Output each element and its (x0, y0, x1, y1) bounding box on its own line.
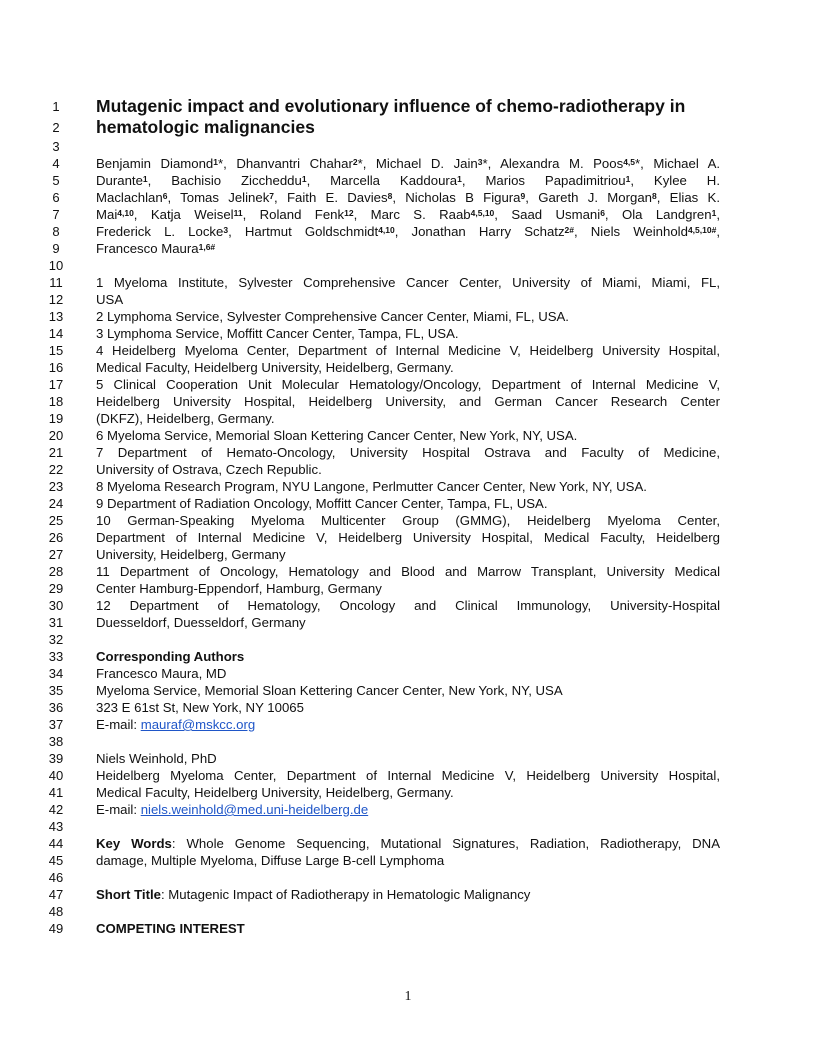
line-text: 9 Department of Radiation Oncology, Moffitt Cancer Center, Tampa, FL, USA. (96, 496, 548, 511)
line-text: Maclachlan$^6$, Tomas Jelinek$^7$, Faith E. Davies$^8$, Nicholas B Figura$^9$, Gareth J. Morgan$^8$, Elias K. (96, 190, 720, 205)
affiliation-superscript: 9 (520, 191, 526, 201)
text-line (0, 563, 816, 580)
line-text: Mai$^{4,10}$, Katja Weisel$^{11}$, Roland Fenk$^{12}$, Marc S. Raab$^{4,5,10}$, Saad Usmani$^6$, Ola Landgren$^1$, (96, 207, 720, 222)
line-text: E-mail: niels.weinhold@med.uni-heidelberg.de (96, 802, 369, 817)
line-number: 44 (48, 836, 64, 851)
text-line (0, 308, 816, 325)
line-number: 26 (48, 530, 64, 545)
affiliation-superscript: 1 (711, 208, 717, 218)
text-line (0, 801, 816, 818)
text-line (0, 903, 816, 920)
text-line (0, 393, 816, 410)
line-number: 29 (48, 581, 64, 596)
line-text: Key Words: Whole Genome Sequencing, Mutational Signatures, Radiation, Radiotherapy, DNA (96, 836, 720, 851)
line-text: Durante$^1$, Bachisio Ziccheddu$^1$, Marcella Kaddoura$^1$, Marios Papadimitriou$^1$, Kylee H. (96, 173, 720, 188)
line-number: 48 (48, 904, 64, 919)
line-text: 2 Lymphoma Service, Sylvester Comprehensive Cancer Center, Miami, FL, USA. (96, 309, 569, 324)
line-text: Francesco Maura, MD (96, 666, 227, 681)
bold-label: Key Words (96, 836, 172, 851)
text-line (0, 716, 816, 733)
line-number: 3 (52, 139, 60, 154)
text-line (0, 597, 816, 614)
line-number: 42 (48, 802, 64, 817)
line-number: 5 (52, 173, 60, 188)
text-line (0, 529, 816, 546)
line-text: 323 E 61st St, New York, NY 10065 (96, 700, 304, 715)
affiliation-superscript: 4,5 (623, 157, 636, 167)
line-text: Center Hamburg-Eppendorf, Hamburg, Germany (96, 581, 382, 596)
line-text: 4 Heidelberg Myeloma Center, Department of Internal Medicine V, Heidelberg University Hospital, (96, 343, 720, 358)
text-line (0, 631, 816, 648)
line-number: 17 (48, 377, 64, 392)
line-number: 11 (49, 275, 63, 290)
text-line (0, 699, 816, 716)
affiliation-superscript: 3 (223, 225, 229, 235)
line-text: Heidelberg Myeloma Center, Department of Internal Medicine V, Heidelberg University Hospital, (96, 768, 720, 783)
line-text: Benjamin Diamond$^1$*, Dhanvantri Chahar$^2$*, Michael D. Jain$^3$*, Alexandra M. Poos$^{4,5}$*, Michael A. (96, 156, 720, 171)
line-text: Duesseldorf, Duesseldorf, Germany (96, 615, 306, 630)
line-text: 10 German-Speaking Myeloma Multicenter Group (GMMG), Heidelberg Myeloma Center, (96, 513, 720, 528)
email-link[interactable]: niels.weinhold@med.uni-heidelberg.de (140, 802, 369, 817)
text-line (0, 206, 816, 223)
text-line (0, 117, 816, 138)
text-line (0, 682, 816, 699)
line-text: 12 Department of Hematology, Oncology and Clinical Immunology, University-Hospital (96, 598, 720, 613)
line-numbered-body (0, 96, 816, 937)
text-line (0, 257, 816, 274)
text-line (0, 580, 816, 597)
line-text: Heidelberg University Hospital, Heidelberg University, and German Cancer Research Center (96, 394, 720, 409)
affiliation-superscript: 8 (387, 191, 393, 201)
affiliation-superscript: 2# (564, 225, 575, 235)
line-number: 13 (48, 309, 64, 324)
line-number: 19 (48, 411, 64, 426)
line-number: 46 (48, 870, 64, 885)
line-number: 14 (48, 326, 64, 341)
affiliation-superscript: 3 (477, 157, 483, 167)
text-line (0, 342, 816, 359)
affiliation-superscript: 4,5,10 (470, 208, 495, 218)
line-text: Short Title: Mutagenic Impact of Radiotherapy in Hematologic Malignancy (96, 887, 531, 902)
line-number: 39 (48, 751, 64, 766)
line-number: 41 (48, 785, 64, 800)
affiliation-superscript: 1 (142, 174, 148, 184)
text-line (0, 359, 816, 376)
line-text: University of Ostrava, Czech Republic. (96, 462, 322, 477)
line-text: 7 Department of Hemato-Oncology, University Hospital Ostrava and Faculty of Medicine, (96, 445, 720, 460)
line-number: 18 (48, 394, 64, 409)
line-number: 33 (48, 649, 64, 664)
line-number: 15 (48, 343, 64, 358)
line-number: 2 (52, 120, 60, 135)
affiliation-superscript: 4,10 (117, 208, 134, 218)
line-number: 24 (48, 496, 64, 511)
text-line (0, 495, 816, 512)
text-line (0, 410, 816, 427)
text-line (0, 920, 816, 937)
line-text: 5 Clinical Cooperation Unit Molecular Hematology/Oncology, Department of Internal Medicine V, (96, 377, 720, 392)
line-text: USA (96, 292, 124, 307)
affiliation-superscript: 8 (652, 191, 657, 201)
line-text (96, 648, 720, 665)
text-line (0, 852, 816, 869)
line-text: 1 Myeloma Institute, Sylvester Comprehensive Cancer Center, University of Miami, Miami, FL, (96, 275, 720, 290)
affiliation-superscript: 1 (301, 174, 307, 184)
affiliation-superscript: 12 (344, 208, 354, 218)
affiliation-superscript: 6 (162, 191, 168, 201)
line-text: Mutagenic impact and evolutionary influence of chemo-radiotherapy in (96, 96, 686, 116)
line-number: 31 (48, 615, 64, 630)
line-text: 11 Department of Oncology, Hematology and Blood and Marrow Transplant, University Medical (96, 564, 720, 579)
text-line (0, 835, 816, 852)
line-text: Department of Internal Medicine V, Heidelberg University Hospital, Medical Faculty, Heidelberg (96, 530, 720, 545)
text-line (0, 818, 816, 835)
line-number: 34 (48, 666, 64, 681)
line-text: E-mail: mauraf@mskcc.org (96, 717, 256, 732)
affiliation-superscript: 4,5,10# (687, 225, 717, 235)
text-line (0, 784, 816, 801)
line-number: 7 (52, 207, 60, 222)
line-number: 8 (52, 224, 60, 239)
affiliation-superscript: 1,6# (198, 242, 216, 252)
text-line (0, 733, 816, 750)
text-line (0, 665, 816, 682)
line-number: 6 (52, 190, 60, 205)
text-line (0, 155, 816, 172)
line-text: Myeloma Service, Memorial Sloan Kettering Cancer Center, New York, NY, USA (96, 683, 563, 698)
line-number: 38 (48, 734, 64, 749)
line-text: Frederick L. Locke$^3$, Hartmut Goldschmidt$^{4,10}$, Jonathan Harry Schatz$^{2\#}$, Niels Weinhold$^{4,5,10\#}$, (96, 224, 720, 239)
line-number: 47 (48, 887, 64, 902)
text-line (0, 461, 816, 478)
line-number: 23 (48, 479, 64, 494)
line-text (96, 920, 720, 937)
line-text: hematologic malignancies (96, 117, 315, 137)
text-line (0, 767, 816, 784)
line-number: 30 (48, 598, 64, 613)
text-line (0, 291, 816, 308)
line-number: 43 (48, 819, 64, 834)
text-line (0, 546, 816, 563)
text-line (0, 96, 816, 117)
affiliation-superscript: 1 (457, 174, 462, 184)
line-number: 9 (52, 241, 60, 256)
text-line (0, 325, 816, 342)
text-line (0, 376, 816, 393)
affiliation-superscript: 1 (213, 157, 219, 167)
text-line (0, 138, 816, 155)
line-number: 16 (48, 360, 64, 375)
line-number: 35 (48, 683, 64, 698)
line-number: 37 (48, 717, 64, 732)
text-line (0, 886, 816, 903)
text-line (0, 189, 816, 206)
line-number: 28 (48, 564, 64, 579)
text-line (0, 223, 816, 240)
line-text: Niels Weinhold, PhD (96, 751, 217, 766)
text-line (0, 274, 816, 291)
bold-label: COMPETING INTEREST (96, 921, 245, 936)
line-text: (DKFZ), Heidelberg, Germany. (96, 411, 275, 426)
affiliation-superscript: 1 (625, 174, 631, 184)
text-line (0, 648, 816, 665)
line-number: 1 (52, 99, 60, 114)
line-number: 49 (48, 921, 64, 936)
text-line (0, 478, 816, 495)
line-number: 25 (48, 513, 64, 528)
line-number: 4 (52, 156, 60, 171)
line-text: 8 Myeloma Research Program, NYU Langone, Perlmutter Cancer Center, New York, NY, USA. (96, 479, 647, 494)
text-line (0, 869, 816, 886)
line-text: University, Heidelberg, Germany (96, 547, 286, 562)
affiliation-superscript: 6 (600, 208, 605, 218)
page-number: 1 (404, 989, 412, 1004)
line-text: Medical Faculty, Heidelberg University, Heidelberg, Germany. (96, 785, 454, 800)
line-number: 21 (48, 445, 64, 460)
affiliation-superscript: 4,10 (378, 225, 395, 235)
line-text: Francesco Maura$^{1,6\#}$ (96, 241, 216, 256)
text-line (0, 512, 816, 529)
text-line (0, 444, 816, 461)
line-number: 12 (48, 292, 64, 307)
line-number: 10 (48, 258, 64, 273)
line-number: 36 (48, 700, 64, 715)
line-number: 22 (48, 462, 64, 477)
text-line (0, 614, 816, 631)
line-text: damage, Multiple Myeloma, Diffuse Large B-cell Lymphoma (96, 853, 445, 868)
line-number: 40 (48, 768, 64, 783)
line-text: 3 Lymphoma Service, Moffitt Cancer Center, Tampa, FL, USA. (96, 326, 459, 341)
text-line (0, 240, 816, 257)
text-line (0, 172, 816, 189)
line-number: 20 (48, 428, 64, 443)
line-number: 27 (48, 547, 64, 562)
line-text: 6 Myeloma Service, Memorial Sloan Kettering Cancer Center, New York, NY, USA. (96, 428, 578, 443)
text-line (0, 750, 816, 767)
email-link[interactable]: mauraf@mskcc.org (140, 717, 256, 732)
bold-label: Corresponding Authors (96, 649, 245, 664)
text-line (0, 427, 816, 444)
affiliation-superscript: 11 (233, 208, 243, 218)
line-number: 45 (48, 853, 64, 868)
affiliation-superscript: 7 (269, 191, 275, 201)
bold-label: Short Title (96, 887, 161, 902)
affiliation-superscript: 2 (352, 157, 358, 167)
line-number: 32 (48, 632, 64, 647)
line-text: Medical Faculty, Heidelberg University, Heidelberg, Germany. (96, 360, 454, 375)
